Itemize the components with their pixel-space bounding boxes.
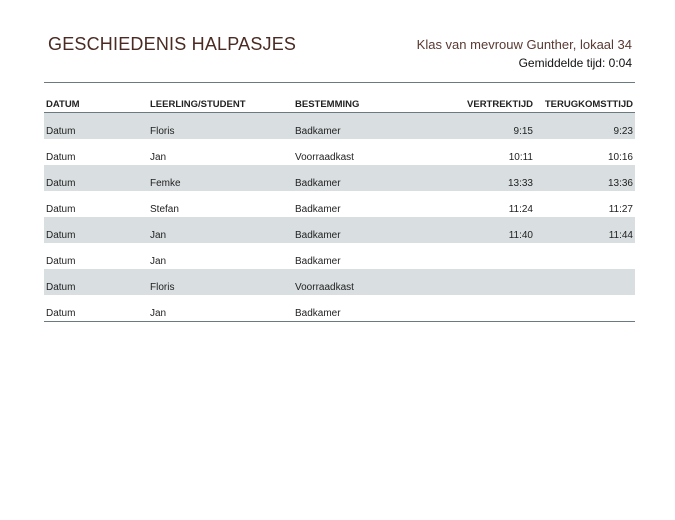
cell-destination: Badkamer xyxy=(293,217,403,243)
cell-student: Femke xyxy=(148,165,293,191)
class-info: Klas van mevrouw Gunther, lokaal 34 xyxy=(416,37,632,52)
cell-departure: 11:24 xyxy=(508,204,533,215)
cell-return xyxy=(535,295,635,322)
cell-return: 9:23 xyxy=(535,113,635,140)
cell-destination: Badkamer xyxy=(293,295,403,322)
cell-student: Jan xyxy=(150,152,167,163)
table-header-row xyxy=(44,95,635,113)
cell-destination: Badkamer xyxy=(293,113,403,140)
cell-departure: 13:33 xyxy=(403,165,535,191)
page-title: GESCHIEDENIS HALPASJES xyxy=(48,34,297,54)
cell-departure: 10:11 xyxy=(508,152,533,163)
table-row xyxy=(44,165,635,191)
cell-return: 11:44 xyxy=(535,217,635,243)
table-row xyxy=(44,113,635,140)
table-row xyxy=(44,191,635,217)
column-header-date: DATUM xyxy=(44,95,148,113)
cell-destination: Badkamer xyxy=(295,204,341,215)
cell-return: 13:36 xyxy=(535,165,635,191)
table-row xyxy=(44,269,635,295)
cell-student: Floris xyxy=(148,269,293,295)
cell-return xyxy=(535,243,635,269)
hall-pass-table xyxy=(44,95,635,322)
cell-departure xyxy=(403,295,535,322)
table-row xyxy=(44,139,635,165)
cell-departure: 9:15 xyxy=(403,113,535,140)
cell-return: 10:16 xyxy=(607,152,633,163)
column-header-return: TERUGKOMSTTIJD xyxy=(535,95,635,113)
cell-date: Datum xyxy=(46,152,76,163)
column-header-departure: VERTREKTIJD xyxy=(403,95,535,113)
cell-date: Datum xyxy=(46,204,76,215)
cell-destination: Voorraadkast xyxy=(295,152,354,163)
cell-student: Jan xyxy=(148,295,293,322)
table-row xyxy=(44,243,635,269)
cell-departure xyxy=(403,269,535,295)
cell-date: Datum xyxy=(44,217,148,243)
cell-departure xyxy=(403,243,535,269)
cell-date: Datum xyxy=(44,295,148,322)
cell-student: Jan xyxy=(150,256,167,267)
cell-student: Floris xyxy=(148,113,293,140)
cell-student: Stefan xyxy=(150,204,179,215)
cell-destination: Voorraadkast xyxy=(293,269,403,295)
cell-date: Datum xyxy=(44,113,148,140)
column-header-destination: BESTEMMING xyxy=(293,95,403,113)
cell-return: 11:27 xyxy=(608,204,633,215)
cell-destination: Badkamer xyxy=(293,165,403,191)
cell-return xyxy=(535,269,635,295)
cell-destination: Badkamer xyxy=(295,256,341,267)
column-header-student: LEERLING/STUDENT xyxy=(148,95,293,113)
cell-date: Datum xyxy=(44,165,148,191)
header-divider xyxy=(44,82,635,83)
table-row xyxy=(44,295,635,322)
average-time: Gemiddelde tijd: 0:04 xyxy=(518,56,632,70)
cell-date: Datum xyxy=(46,256,76,267)
cell-date: Datum xyxy=(44,269,148,295)
cell-departure: 11:40 xyxy=(403,217,535,243)
cell-student: Jan xyxy=(148,217,293,243)
table-row xyxy=(44,217,635,243)
